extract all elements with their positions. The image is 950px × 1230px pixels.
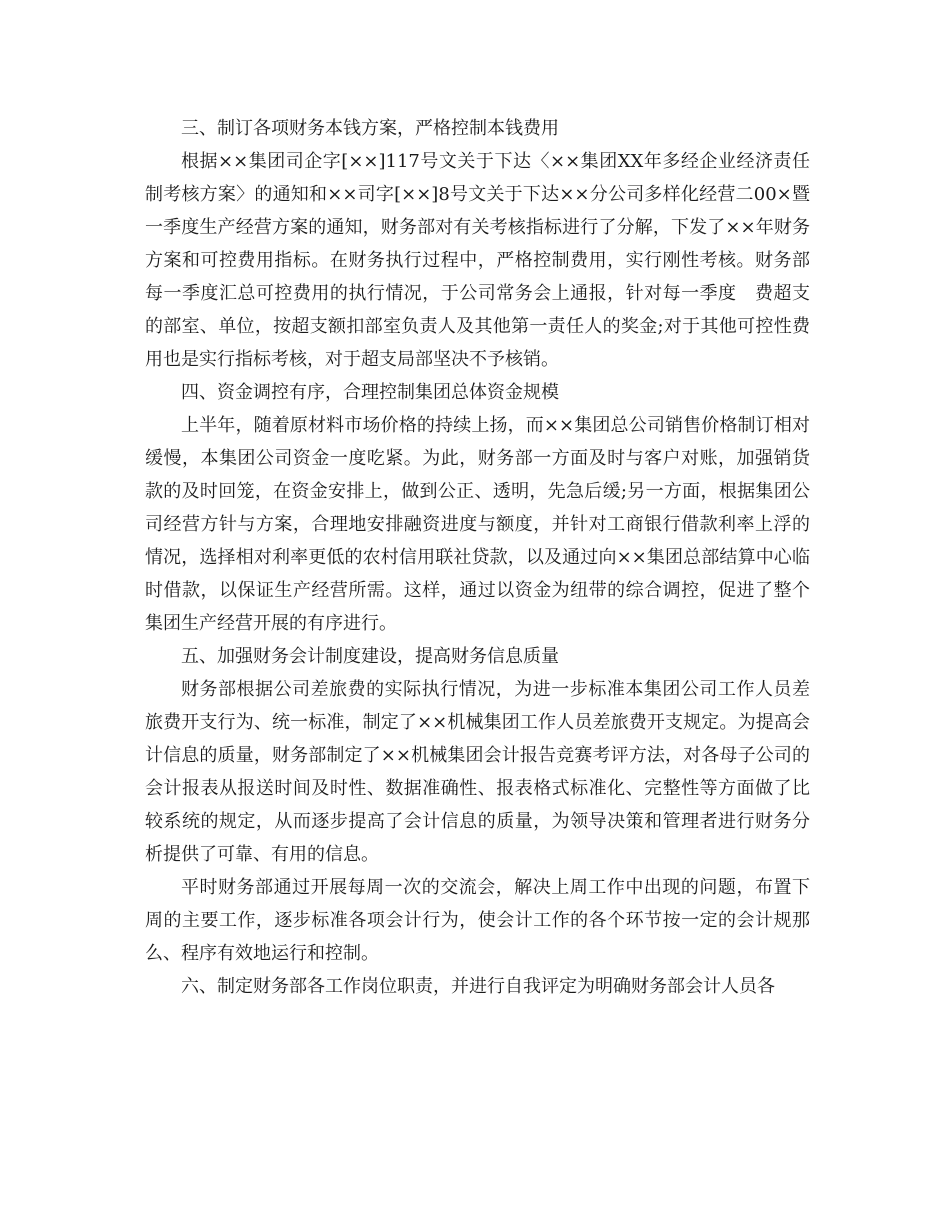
- paragraph-cost-control: 根据××集团司企字[××]117号文关于下达〈××集团XX年多经企业经济责任制考核方案〉的通知和××司字[××]8号文关于下达××分公司多样化经营二00×暨一季度生产经营方案的通知，财务部对有关考核指标进行了分解，下发了××年财务方案和可控费用指标。在财务执行过程中，严格控制费用，实行刚性考核。财务部每一季度汇总可控费用的执行情况，于公司常务会上通报，针对每一季度 费超支的部室、单位，按超支额扣部室负责人及其他第一责任人的奖金;对于其他可控性费用也是实行指标考核，对于超支局部坚决不予核销。: [145, 151, 810, 370]
- document-body: [145, 112, 810, 1003]
- section-heading-3: 三、制订各项财务本钱方案，严格控制本钱费用: [181, 118, 559, 139]
- paragraph-weekly-meeting: 平时财务部通过开展每周一次的交流会，解决上周工作中出现的问题，布置下周的主要工作，逐步标准各项会计行为，使会计工作的各个环节按一定的会计规那么、程序有效地运行和控制。: [145, 877, 810, 964]
- section-heading-6: 六、制定财务部各工作岗位职责，并进行自我评定为明确财务部会计人员各: [181, 976, 775, 997]
- section-heading-4: 四、资金调控有序，合理控制集团总体资金规模: [181, 382, 559, 403]
- paragraph-travel-expense: 财务部根据公司差旅费的实际执行情况，为进一步标准本集团公司工作人员差旅费开支行为、统一标准，制定了××机械集团工作人员差旅费开支规定。为提高会计信息的质量，财务部制定了××机械集团会计报告竞赛考评方法，对各母子公司的会计报表从报送时间及时性、数据准确性、报表格式标准化、完整性等方面做了比较系统的规定，从而逐步提高了会计信息的质量，为领导决策和管理者进行财务分析提供了可靠、有用的信息。: [145, 679, 810, 865]
- paragraph-fund-control: 上半年，随着原材料市场价格的持续上扬，而××集团总公司销售价格制订相对缓慢，本集团公司资金一度吃紧。为此，财务部一方面及时与客户对账，加强销货款的及时回笼，在资金安排上，做到公正、透明，先急后缓;另一方面，根据集团公司经营方针与方案，合理地安排融资进度与额度，并针对工商银行借款利率上浮的情况，选择相对利率更低的农村信用联社贷款，以及通过向××集团总部结算中心临时借款，以保证生产经营所需。这样，通过以资金为纽带的综合调控，促进了整个集团生产经营开展的有序进行。: [145, 415, 810, 634]
- section-heading-5: 五、加强财务会计制度建设，提高财务信息质量: [181, 646, 559, 667]
